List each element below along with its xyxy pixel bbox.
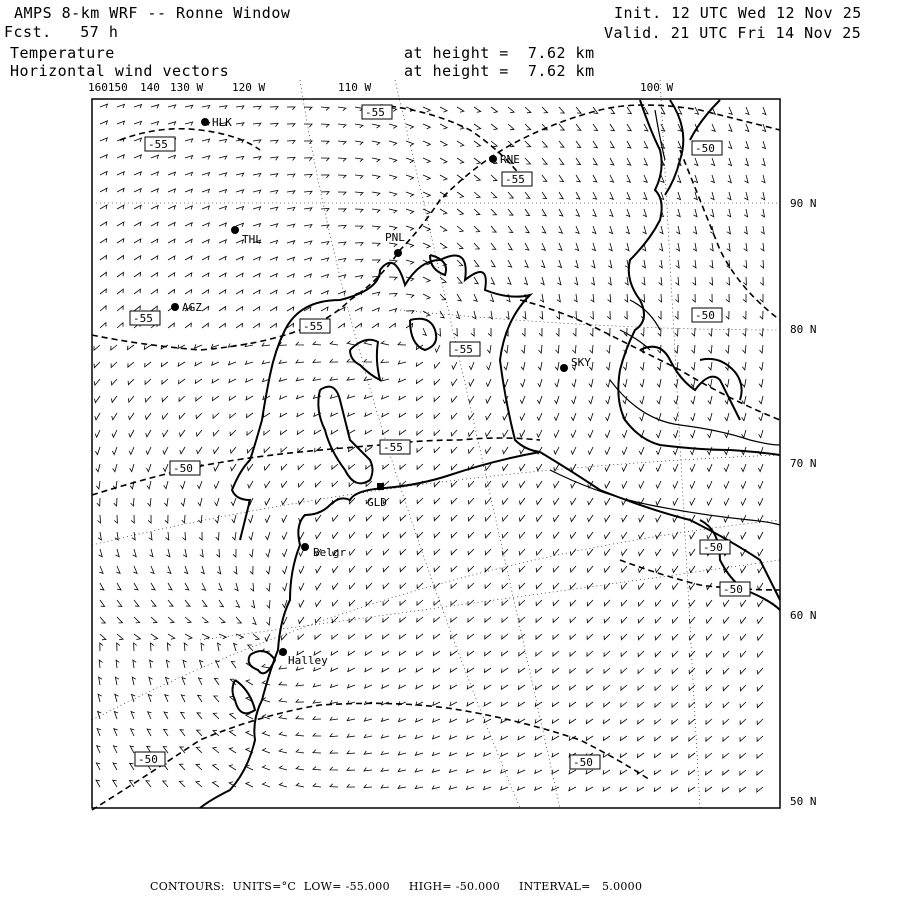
svg-text:RNE: RNE [500, 153, 520, 166]
contour-label [300, 319, 330, 333]
map-frame [92, 99, 780, 808]
svg-text:-50: -50 [723, 583, 743, 596]
svg-text:HLK: HLK [212, 116, 232, 129]
contour-summary: CONTOURS: UNITS=°C LOW= -55.000 HIGH= -50.000 INTERVAL= 5.0000 [150, 880, 643, 893]
svg-text:SKY: SKY [571, 356, 591, 369]
svg-text:-55: -55 [383, 441, 403, 454]
station-agz [171, 301, 202, 314]
contour-label [692, 141, 722, 155]
field-label-wind: Horizontal wind vectors [10, 62, 230, 80]
lon-label-130w: 130 W [170, 81, 204, 94]
station-thl [231, 226, 262, 246]
svg-text:-55: -55 [133, 312, 153, 325]
station-gld [367, 483, 387, 509]
graticule [92, 80, 780, 808]
latitude-labels [790, 197, 817, 808]
station-sky [560, 356, 591, 372]
svg-text:Belgr: Belgr [313, 546, 347, 559]
lat-label-70n: 70 N [790, 457, 817, 470]
contour-label [700, 540, 730, 554]
svg-text:-50: -50 [695, 142, 715, 155]
map-title: AMPS 8-km WRF -- Ronne Window [14, 4, 291, 22]
svg-text:-55: -55 [505, 173, 525, 186]
contour-label [130, 311, 160, 325]
svg-text:-55: -55 [365, 106, 385, 119]
contour-label [135, 752, 165, 766]
height-label-1: at height = 7.62 km [404, 44, 595, 62]
contour-label [450, 342, 480, 356]
svg-text:Halley: Halley [288, 654, 328, 667]
stations [171, 116, 591, 667]
height-label-2: at height = 7.62 km [404, 62, 595, 80]
lon-label-110w: 110 W [338, 81, 372, 94]
svg-text:-50: -50 [138, 753, 158, 766]
contour-labels [130, 105, 750, 769]
lat-label-50n: 50 N [790, 795, 817, 808]
forecast-hour: Fcst. 57 h [4, 23, 119, 41]
svg-text:PNL: PNL [385, 231, 405, 244]
lat-label-90n: 90 N [790, 197, 817, 210]
longitude-labels [88, 81, 673, 94]
contour-label [145, 137, 175, 151]
svg-text:-50: -50 [573, 756, 593, 769]
svg-text:-55: -55 [148, 138, 168, 151]
svg-text:-50: -50 [703, 541, 723, 554]
contour-label [502, 172, 532, 186]
contour-label [570, 755, 600, 769]
lat-label-60n: 60 N [790, 609, 817, 622]
svg-text:-50: -50 [173, 462, 193, 475]
svg-text:-50: -50 [695, 309, 715, 322]
contour-label [380, 440, 410, 454]
lon-label-160w: 160150 [88, 81, 128, 94]
lon-label-100w: 100 W [640, 81, 674, 94]
svg-text:THL: THL [242, 233, 262, 246]
valid-time: Valid. 21 UTC Fri 14 Nov 25 [604, 24, 862, 42]
contour-label [170, 461, 200, 475]
station-hlk [201, 116, 232, 129]
svg-text:GLD: GLD [367, 496, 387, 509]
svg-text:AGZ: AGZ [182, 301, 202, 314]
lon-label-140w: 140 [140, 81, 160, 94]
contour-label [692, 308, 722, 322]
contour-label [720, 582, 750, 596]
svg-text:-55: -55 [303, 320, 323, 333]
field-label-temperature: Temperature [10, 44, 115, 62]
init-time: Init. 12 UTC Wed 12 Nov 25 [614, 4, 862, 22]
wind-barbs [94, 104, 766, 792]
wind-vector-field [94, 104, 766, 792]
contour-label [362, 105, 392, 119]
station-belgr [301, 543, 346, 559]
lon-label-120w: 120 W [232, 81, 266, 94]
lat-label-80n: 80 N [790, 323, 817, 336]
svg-text:-55: -55 [453, 343, 473, 356]
